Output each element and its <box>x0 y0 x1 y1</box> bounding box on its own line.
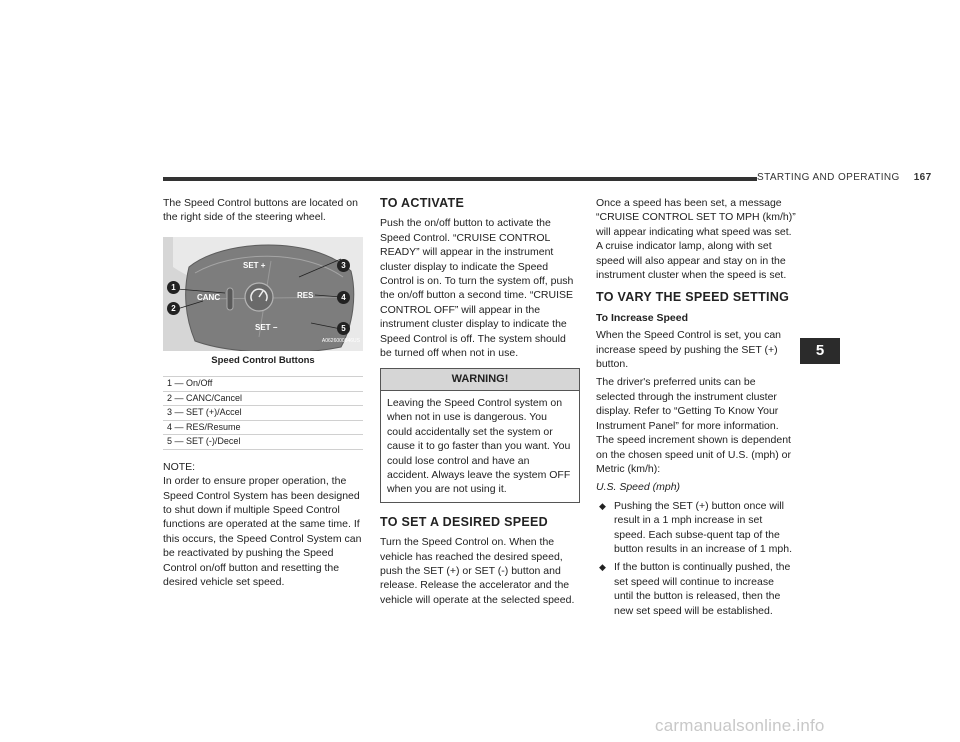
list-item-text: Pushing the SET (+) button once will result in a 1 mph increase in set speed. Each subse-quent tap of the button results in an increase of 1 mph. <box>614 499 793 555</box>
activate-paragraph: Push the on/off button to activate the Speed Control. “CRUISE CONTROL READY” will appear in the instrument cluster display to indicate the Speed Control is on. To turn the system off, push the on/off button a second time. “CRUISE CONTROL OFF” will appear in the instrument cluster display to indicate the Speed Control is off. The system should be turned off when not in use. <box>380 217 574 360</box>
bullet-icon: ◆ <box>599 500 606 511</box>
increase-speed-list <box>596 499 796 618</box>
speed-control-figure <box>163 237 363 351</box>
list-item <box>599 560 796 618</box>
chapter-tab: 5 <box>800 338 840 364</box>
warning-title: WARNING! <box>381 369 579 390</box>
set-plus-button-label: SET + <box>243 260 266 270</box>
us-speed-label: U.S. Speed (mph) <box>596 481 681 494</box>
list-item <box>599 499 796 557</box>
callout-2: 2 <box>167 302 180 315</box>
column-1 <box>163 196 363 593</box>
set-speed-heading: TO SET A DESIRED SPEED <box>380 514 548 529</box>
canc-button-label: CANC <box>197 292 221 302</box>
page-number: 167 <box>913 172 932 183</box>
column-2 <box>380 196 580 611</box>
increase-speed-subheading: To Increase Speed <box>596 311 689 324</box>
note-text: In order to ensure proper operation, the Speed Control System has been designed to shut down if multiple Speed Control functions are operated at the same time. If this occurs, the Speed Control System can be reactivated by pushing the Speed Control on/off button and resetting the desired vehicle set speed. <box>163 475 362 588</box>
callout-4: 4 <box>337 291 350 304</box>
warning-text: Leaving the Speed Control system on when not in use is dangerous. You could accidentally set the system or cause it to go faster than you want. You could lose control and have an accident. Always leave the system OFF when you are not using it. <box>387 396 571 496</box>
speed-set-message-paragraph: Once a speed has been set, a message “CRUISE CONTROL SET TO MPH (km/h)” will appear indicating what speed was set. <box>596 197 796 238</box>
watermark: carmanualsonline.info <box>655 716 825 735</box>
set-speed-paragraph: Turn the Speed Control on. When the vehicle has reached the desired speed, push the SET (+) or SET (-) button and release. Release the accelerator and the vehicle will operate at the selected speed. <box>380 536 575 606</box>
running-header <box>757 172 932 183</box>
activate-heading: TO ACTIVATE <box>380 196 465 210</box>
legend-table <box>163 376 363 450</box>
warning-box <box>380 368 580 502</box>
legend-item: 3 — SET (+)/Accel <box>163 405 363 420</box>
increase-speed-paragraph: When the Speed Control is set, you can increase speed by pushing the SET (+) button. <box>596 329 782 371</box>
column-3 <box>596 196 796 622</box>
set-minus-button-label: SET − <box>255 322 278 332</box>
header-rule <box>163 177 757 181</box>
legend-item: 2 — CANC/Cancel <box>163 391 363 406</box>
note-label: NOTE: <box>163 460 196 473</box>
legend-item: 5 — SET (-)/Decel <box>163 434 363 450</box>
legend-item: 4 — RES/Resume <box>163 420 363 435</box>
vary-speed-heading: TO VARY THE SPEED SETTING <box>596 290 790 305</box>
callout-1: 1 <box>167 281 180 294</box>
units-paragraph: The driver's preferred units can be selected through the instrument cluster display. Refer to “Getting To Know Your Instrument Panel” for more information. The speed increment shown is dependent on the chosen speed unit of U.S. (mph) or Metric (km/h): <box>596 376 791 475</box>
section-title: STARTING AND OPERATING <box>757 172 900 183</box>
legend-item: 1 — On/Off <box>163 376 363 391</box>
figure-caption: Speed Control Buttons <box>211 354 315 366</box>
res-button-label: RES <box>297 290 314 300</box>
intro-paragraph: The Speed Control buttons are located on the right side of the steering wheel. <box>163 197 358 224</box>
indicator-lamp-paragraph: A cruise indicator lamp, along with set speed will also appear and stay on in the instrument cluster when the speed is set. <box>596 240 787 282</box>
callout-3: 3 <box>337 259 350 272</box>
callout-5: 5 <box>337 322 350 335</box>
bullet-icon: ◆ <box>599 562 606 573</box>
figure-code: A0626000846US <box>321 338 360 345</box>
list-item-text: If the button is continually pushed, the set speed will continue to increase until the button is released, then the new set speed will be established. <box>614 561 791 617</box>
